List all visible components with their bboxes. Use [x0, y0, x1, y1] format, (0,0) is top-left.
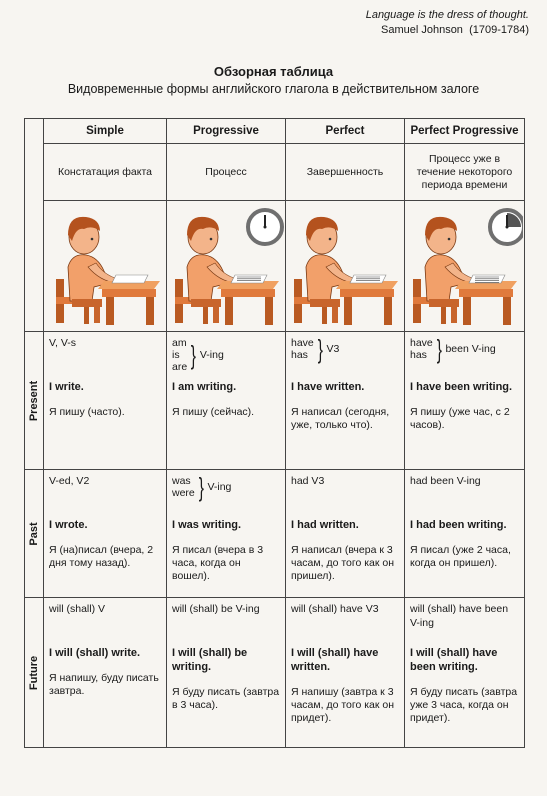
translation: Я написал (вчера к 3 часам, до того как он пришел).	[291, 544, 395, 582]
desk-front	[102, 289, 156, 297]
leg	[94, 305, 100, 323]
translation: Я буду писать (завтра в 3 часа).	[172, 686, 280, 711]
tense-label-present: Present	[25, 332, 44, 470]
translation: Я писал (уже 2 часа, когда он пришел).	[410, 544, 511, 569]
illustration-progressive	[167, 201, 286, 332]
translation: Я напишу (завтра к 3 часам, до того как он придет).	[291, 686, 395, 724]
example: I am writing.	[172, 381, 237, 393]
translation: Я писал (вчера в 3 часа, когда он вошел).	[172, 544, 264, 582]
corner-cell	[25, 119, 44, 332]
formula: had V3	[291, 475, 325, 487]
present-progressive-cell	[167, 332, 286, 470]
translation: Я написал (сегодня, уже, только что).	[291, 406, 390, 431]
desk-leg-right	[265, 297, 273, 325]
illustration-perfect-progressive	[405, 201, 525, 332]
formula: am is are } V-ing	[172, 337, 224, 373]
leg	[213, 305, 219, 323]
future-perfect-cell	[286, 598, 405, 748]
formula: will (shall) have been V-ing	[410, 603, 509, 629]
formula: will (shall) have V3	[291, 603, 379, 615]
past-perfect-progressive-cell	[405, 470, 525, 598]
tense-table	[24, 118, 525, 748]
example: I will (shall) have written.	[291, 647, 379, 673]
tense-label-past: Past	[25, 470, 44, 598]
eye	[210, 238, 213, 241]
past-progressive-cell	[167, 470, 286, 598]
translation: Я напишу, буду писать завтра.	[49, 672, 159, 697]
example: I had been writing.	[410, 519, 507, 531]
page-title: Обзорная таблица	[213, 64, 334, 79]
desk-front	[459, 289, 513, 297]
header-progressive: Progressive	[167, 119, 286, 144]
future-simple-cell	[44, 598, 167, 748]
example: I will (shall) have been writing.	[410, 647, 498, 673]
present-simple-cell	[44, 332, 167, 470]
leg	[451, 305, 457, 323]
desc-perfect-progressive: Процесс уже в течение некоторого периода времени	[405, 144, 525, 201]
tense-label-future: Future	[25, 598, 44, 748]
desk-leg-left	[225, 297, 233, 325]
desk-leg-left	[344, 297, 352, 325]
formula: will (shall) V	[49, 603, 106, 615]
formula: had been V-ing	[410, 475, 481, 487]
illustration-simple	[44, 201, 167, 332]
formula: was were } V-ing	[172, 472, 232, 502]
example: I have been writing.	[410, 381, 513, 393]
header-simple: Simple	[44, 119, 167, 144]
translation: Я пишу (уже час, с 2 часов).	[410, 406, 510, 431]
desc-simple: Констатация факта	[44, 144, 167, 201]
formula: have has } been V-ing	[410, 334, 496, 364]
past-perfect-cell	[286, 470, 405, 598]
future-perfect-progressive-cell	[405, 598, 525, 748]
desk-leg-right	[503, 297, 511, 325]
example: I write.	[49, 381, 84, 393]
example: I had written.	[291, 519, 359, 531]
translation: Я буду писать (завтра уже 3 часа, когда он придет).	[410, 686, 518, 724]
paper	[112, 275, 148, 283]
desk-leg-left	[106, 297, 114, 325]
epigraph-author: Samuel Johnson	[380, 24, 463, 36]
formula: have has } V3	[291, 334, 340, 364]
desc-perfect: Завершенность	[286, 144, 405, 201]
desc-progressive: Процесс	[167, 144, 286, 201]
formula: V, V-s	[49, 337, 77, 349]
future-progressive-cell	[167, 598, 286, 748]
example: I was writing.	[172, 519, 242, 531]
eye	[91, 238, 94, 241]
epigraph-years: (1709-1784)	[469, 24, 529, 36]
epigraph	[366, 8, 529, 38]
header-perfect-progressive: Perfect Progressive	[405, 119, 525, 144]
translation: Я (на)писал (вчера, 2 дня тому назад).	[49, 544, 154, 569]
desk-front	[340, 289, 394, 297]
past-simple-cell	[44, 470, 167, 598]
example: I have written.	[291, 381, 365, 393]
formula: V-ed, V2	[49, 475, 90, 487]
illustration-perfect	[286, 201, 405, 332]
present-perfect-cell	[286, 332, 405, 470]
translation: Я пишу (часто).	[49, 406, 125, 418]
header-perfect: Perfect	[286, 119, 405, 144]
epigraph-text: Language is the dress of thought.	[365, 9, 529, 21]
formula: will (shall) be V-ing	[172, 603, 260, 615]
page-subtitle: Видовременные формы английского глагола в действительном залоге	[67, 82, 480, 96]
desk-leg-left	[463, 297, 471, 325]
translation: Я пишу (сейчас).	[172, 406, 255, 418]
present-perfect-progressive-cell	[405, 332, 525, 470]
example: I wrote.	[49, 519, 88, 531]
desk-leg-right	[384, 297, 392, 325]
example: I will (shall) be writing.	[172, 647, 248, 673]
example: I will (shall) write.	[49, 647, 141, 659]
desk-leg-right	[146, 297, 154, 325]
leg	[332, 305, 338, 323]
eye	[448, 238, 451, 241]
desk-front	[221, 289, 275, 297]
eye	[329, 238, 332, 241]
